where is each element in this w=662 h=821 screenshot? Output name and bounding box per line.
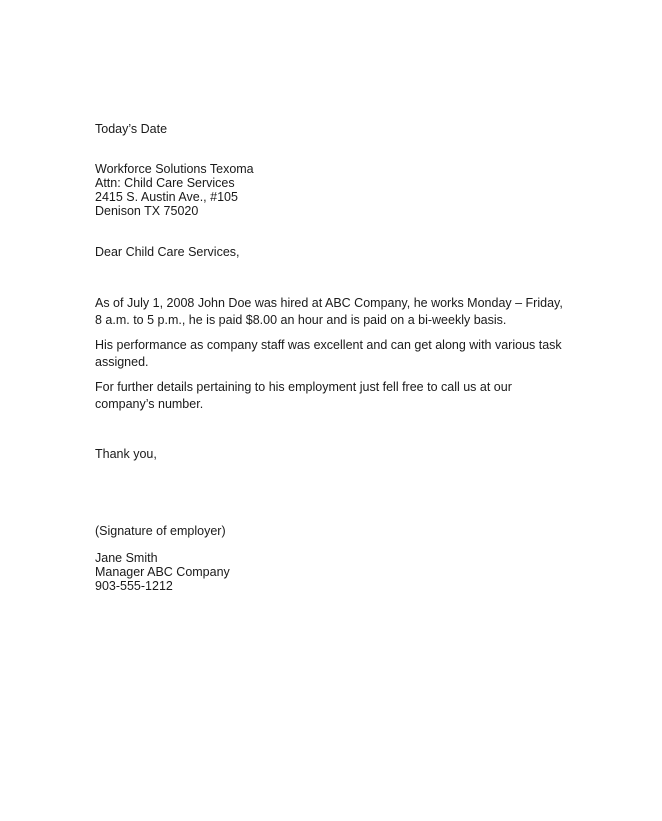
body-paragraph-1 — [95, 295, 565, 329]
closing — [95, 447, 595, 461]
paragraph-3-text: For further details pertaining to his employment just fell free to call us at our company’s number. — [95, 380, 512, 411]
closing-text: Thank you, — [95, 447, 157, 461]
recipient-street: 2415 S. Austin Ave., #105 — [95, 190, 238, 204]
sender-block — [95, 551, 595, 593]
signature-placeholder-text: (Signature of employer) — [95, 524, 226, 538]
recipient-attn: Attn: Child Care Services — [95, 176, 235, 190]
salutation — [95, 245, 595, 259]
recipient-name: Workforce Solutions Texoma — [95, 162, 254, 176]
paragraph-1-text: As of July 1, 2008 John Doe was hired at ABC Company, he works Monday – Friday, 8 a.m. to 5 p.m., he is paid $8.00 an hour and is paid on a bi-weekly basis. — [95, 296, 563, 327]
salutation-text: Dear Child Care Services, — [95, 245, 240, 259]
recipient-address — [95, 162, 595, 218]
paragraph-2-text: His performance as company staff was excellent and can get along with various task assigned. — [95, 338, 562, 369]
signature-placeholder — [95, 524, 595, 538]
date-line — [95, 122, 595, 136]
body-paragraph-2 — [95, 337, 565, 371]
sender-phone: 903-555-1212 — [95, 579, 173, 593]
date-text: Today’s Date — [95, 122, 168, 136]
recipient-city-state-zip: Denison TX 75020 — [95, 204, 199, 218]
sender-name: Jane Smith — [95, 551, 158, 565]
body-paragraph-3 — [95, 379, 565, 413]
sender-title: Manager ABC Company — [95, 565, 230, 579]
